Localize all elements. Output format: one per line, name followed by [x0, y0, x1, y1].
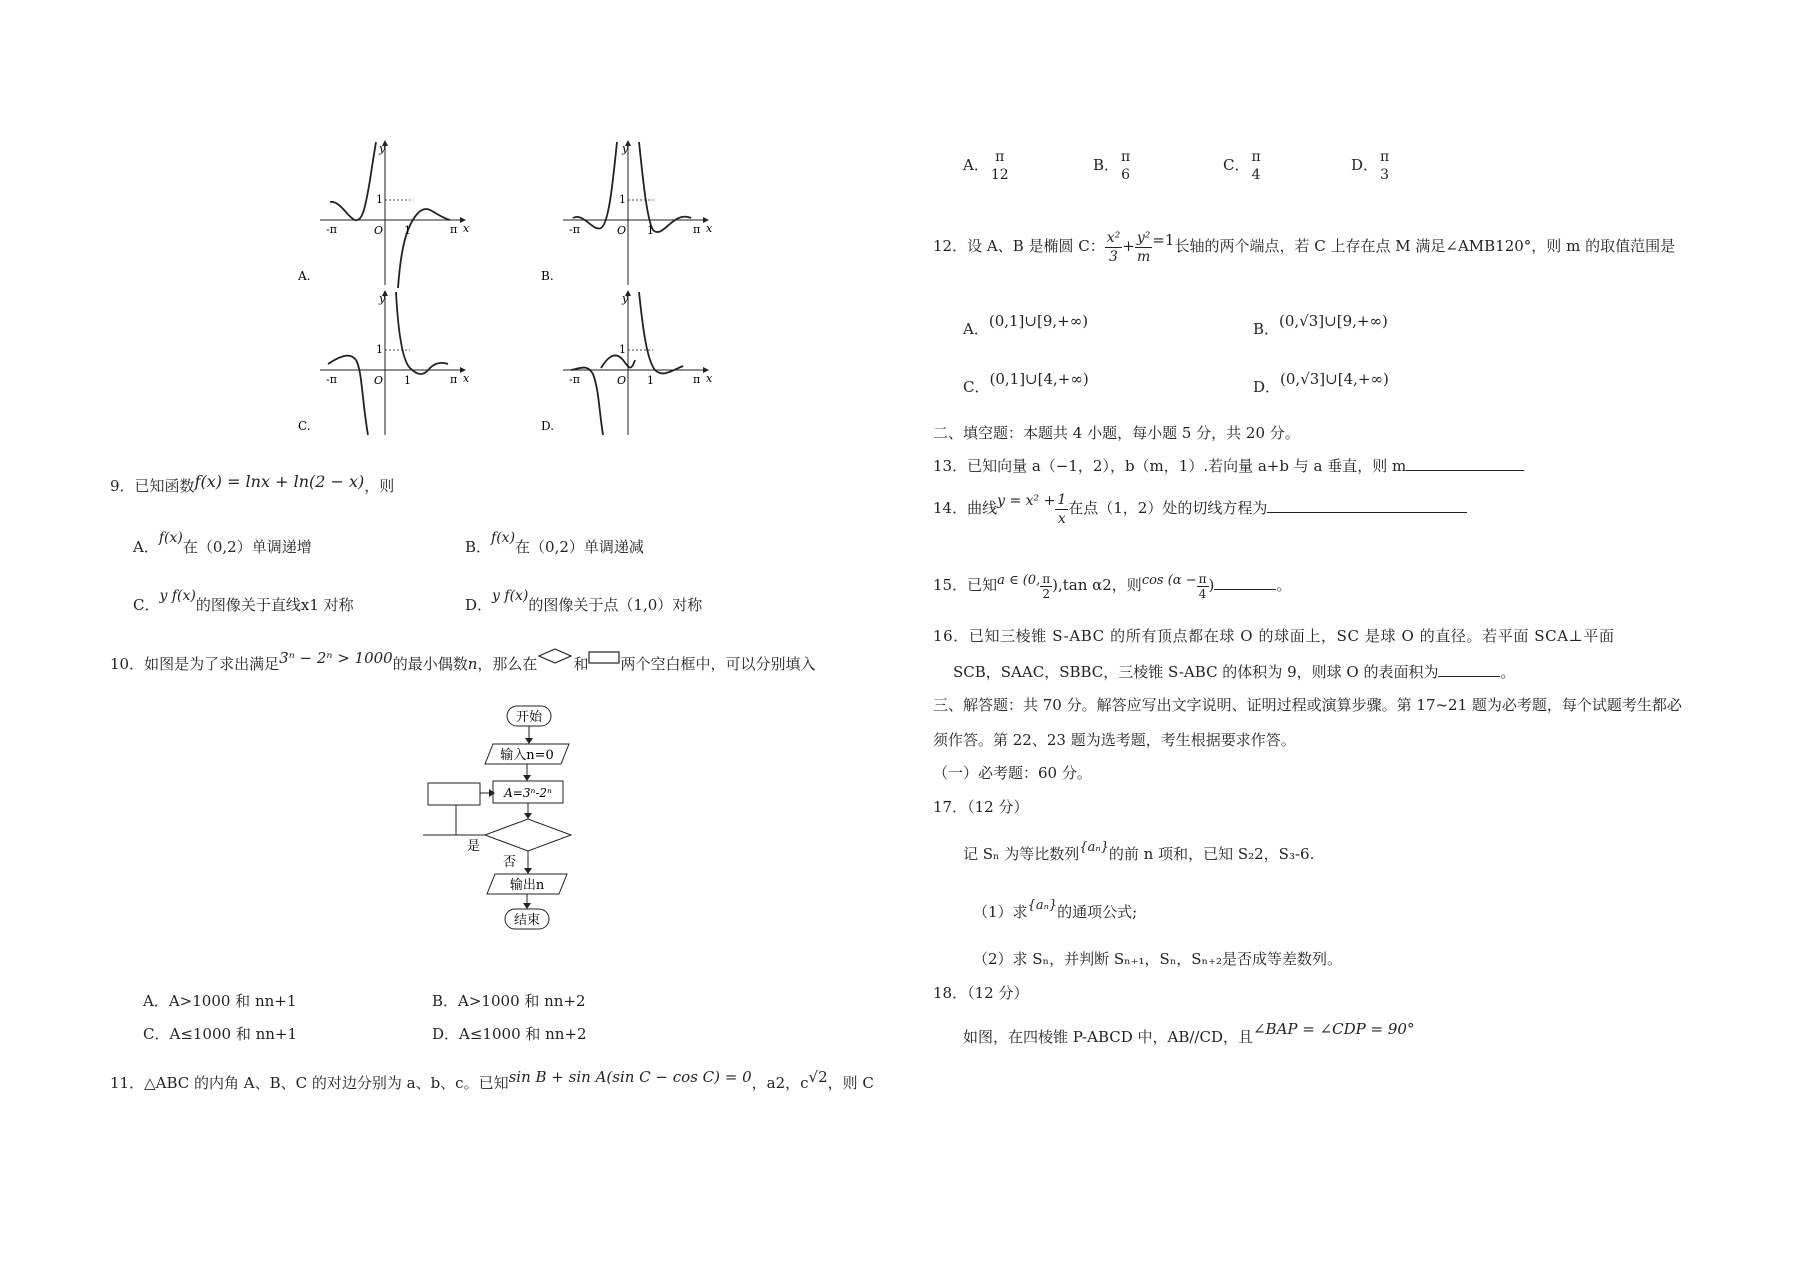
fraction-den: 12 [990, 167, 1009, 183]
option-fraction [989, 148, 1011, 184]
q11-end: ，则 C [827, 1074, 874, 1092]
q15-frac-pi4 [1197, 572, 1209, 601]
option-letter: D． [1253, 378, 1281, 396]
q10-text2: ，那么在 [477, 655, 538, 673]
tick-one: 1 [647, 224, 654, 237]
question-15 [933, 570, 1291, 601]
q15-close: ) [1208, 576, 1215, 594]
question-16-line-2 [953, 661, 1515, 682]
question-17-title: 17．（12 分） [933, 798, 1029, 816]
tick-one: 1 [404, 224, 411, 237]
q11-option-b [1093, 148, 1223, 184]
q17-text-b: 的前 n 项和，已知 S₂2，S₃-6. [1108, 845, 1315, 863]
q14-formula: y = x² + [997, 493, 1056, 509]
graph-c [298, 290, 470, 435]
flow-output-label: 输出n [509, 878, 545, 893]
option-letter: B． [1253, 320, 1280, 338]
q15-end: 。 [1276, 576, 1292, 594]
y-axis-label: y [622, 292, 629, 305]
option-letter: C． [143, 1025, 170, 1043]
graph-a [297, 140, 470, 288]
option-fraction [1119, 148, 1132, 184]
y-tick-one: 1 [376, 343, 383, 356]
function-curve [571, 292, 683, 435]
option-text: 在（0,2）单调递减 [515, 538, 644, 556]
function-curve [573, 142, 691, 232]
fraction-den: x [1057, 510, 1066, 527]
question-17-part-2: （2）求 Sₙ，并判断 Sₙ₊₁，Sₙ，Sₙ₊₂是否成等差数列。 [973, 950, 1343, 968]
q11-formula: sin B + sin A(sin C − cos C) = 0 [508, 1068, 752, 1086]
q9-option-a [133, 530, 312, 557]
y-axis-label: y [379, 142, 386, 155]
answer-blank[interactable] [1438, 662, 1500, 677]
q17-sequence: {aₙ} [1079, 840, 1109, 855]
option-letter: B． [465, 538, 492, 556]
q10-prefix: 10．如图是为了求出满足 [110, 655, 280, 673]
option-text: 在（0,2）单调递增 [182, 538, 312, 556]
q16-end: 。 [1500, 663, 1516, 681]
section-3-line-2: 须作答。第 22、23 题为选考题，考生根据要求作答。 [933, 731, 1296, 749]
fraction-num: π [1251, 149, 1261, 165]
q9-formula: f(x) = lnx + ln(2 − x) [194, 472, 365, 491]
fraction-num: 1 [1057, 491, 1067, 508]
flow-blank-box [428, 783, 480, 805]
question-10 [110, 647, 815, 674]
q17-sequence: {aₙ} [1027, 898, 1058, 913]
option-fraction [1378, 148, 1391, 184]
q10-formula: 3ⁿ − 2ⁿ > 1000 [279, 649, 393, 667]
q12-suffix: 长轴的两个端点，若 C 上存在点 M 满足∠AMB120°，则 m 的取值范围是 [1174, 237, 1676, 255]
option-letter: D． [432, 1025, 460, 1043]
question-12 [933, 228, 1675, 266]
option-text: 的图像关于点（1,0）对称 [528, 596, 703, 614]
fraction-num: π [1198, 571, 1207, 586]
y-axis-label: y [379, 292, 386, 305]
graph-option-label: D. [541, 419, 555, 433]
q10-suffix: 两个空白框中，可以分别填入 [620, 655, 816, 673]
q10-option-a [143, 990, 296, 1011]
option-letter: D． [465, 596, 493, 614]
fraction-den: 2 [1042, 586, 1050, 601]
fraction-den: m [1136, 248, 1151, 265]
tick-pi: π [450, 373, 458, 386]
q10-option-c [143, 1023, 297, 1044]
option-text: (0,1]∪[9,+∞) [988, 312, 1089, 330]
option-text: (0,√3]∪[4,+∞) [1280, 370, 1389, 388]
q12-frac-x [1105, 229, 1123, 266]
q9-suffix: ，则 [364, 477, 395, 495]
fraction-den: 4 [1251, 167, 1261, 183]
answer-blank[interactable] [1406, 456, 1524, 471]
option-formula: y f(x) [492, 588, 529, 604]
question-11 [110, 1068, 874, 1093]
graph-option-label: C. [298, 419, 311, 433]
fraction-num: π [1121, 149, 1131, 165]
section-3-line-1: 三、解答题：共 70 分。解答应写出文字说明、证明过程或演算步骤。第 17~21 题为必考题，每个试题考生都必 [933, 696, 1682, 714]
option-letter: A． [963, 156, 989, 174]
q12-option-a [963, 312, 1088, 339]
q11-sqrt: √2 [808, 1068, 828, 1086]
origin-label: O [374, 224, 384, 237]
fraction-num: π [1042, 571, 1051, 586]
option-letter: C． [1223, 156, 1250, 174]
q10-option-d [432, 1023, 587, 1044]
q11-text: 11．△ABC 的内角 A、B、C 的对边分别为 a、b、c。已知 [110, 1074, 509, 1092]
question-13 [933, 455, 1524, 476]
tick-pi: π [450, 223, 458, 236]
tick-neg-pi: -π [569, 373, 580, 386]
option-letter: B． [1093, 156, 1120, 174]
flowchart [425, 700, 605, 950]
question-18-title: 18．（12 分） [933, 984, 1029, 1002]
y-tick-one: 1 [619, 193, 626, 206]
tick-pi: π [693, 223, 701, 236]
q10-option-b [432, 990, 586, 1011]
q9-prefix: 9．已知函数 [110, 477, 195, 495]
option-formula: f(x) [491, 530, 516, 546]
diamond-shape-icon [537, 647, 573, 665]
option-text: A>1000 和 nn+2 [458, 992, 586, 1010]
graph-option-label: B. [541, 269, 554, 283]
answer-blank[interactable] [1267, 498, 1467, 513]
y-tick-one: 1 [619, 343, 626, 356]
q14-prefix: 14．曲线 [933, 499, 998, 517]
q12-eq: =1 [1152, 231, 1175, 249]
option-letter: A． [143, 992, 169, 1010]
q17-p1-b: 的通项公式; [1057, 903, 1138, 921]
function-curve [330, 142, 450, 288]
option-letter: C． [133, 596, 160, 614]
option-formula: f(x) [158, 530, 183, 546]
q12-option-d [1253, 370, 1389, 397]
fraction-num: π [1380, 149, 1390, 165]
option-text: A≤1000 和 nn+1 [169, 1025, 298, 1043]
q11-option-c [1223, 148, 1351, 184]
x-axis-label: x [463, 372, 470, 385]
q9-option-b [465, 530, 644, 557]
function-curve [328, 292, 448, 435]
q11-option-d [1351, 148, 1431, 184]
answer-blank[interactable] [1214, 575, 1276, 590]
q18-formula: ∠BAP = ∠CDP = 90° [1252, 1020, 1415, 1038]
option-fraction [1249, 148, 1262, 184]
q16-line2: SCB，SAAC，SBBC，三棱锥 S-ABC 的体积为 9，则球 O 的表面积为 [953, 663, 1439, 681]
fraction-den: 3 [1380, 167, 1390, 183]
q10-n: n [467, 655, 478, 673]
section-3-line-3: （一）必考题：60 分。 [933, 764, 1092, 782]
question-14 [933, 490, 1467, 528]
section-2-heading: 二、填空题：本题共 4 小题，每小题 5 分，共 20 分。 [933, 424, 1300, 442]
fraction-num: π [995, 149, 1005, 165]
q15-frac-pi2 [1040, 572, 1052, 601]
flow-assign-label: A=3ⁿ-2ⁿ [504, 786, 552, 800]
question-9 [110, 472, 394, 496]
q13-text: 13．已知向量 a（−1，2），b（m，1）.若向量 a+b 与 a 垂直，则 m [933, 457, 1407, 475]
q12-option-b [1253, 312, 1388, 339]
x-axis-label: x [706, 372, 713, 385]
question-17-part-1 [973, 898, 1137, 922]
fraction-den: 6 [1121, 167, 1131, 183]
q17-p1-a: （1）求 [973, 903, 1028, 921]
tick-neg-pi: -π [569, 223, 580, 236]
tick-pi: π [693, 373, 701, 386]
option-formula: y f(x) [159, 588, 196, 604]
flow-start-label: 开始 [515, 710, 543, 725]
y-axis-label: y [622, 142, 629, 155]
fraction-num: x² [1106, 229, 1121, 246]
q12-frac-y [1135, 229, 1153, 266]
x-axis-label: x [706, 222, 713, 235]
question-17-line-1 [963, 840, 1314, 864]
q11-options [963, 148, 1431, 184]
option-text: A≤1000 和 nn+2 [459, 1025, 587, 1043]
flow-no-label: 否 [503, 855, 517, 870]
option-letter: C． [963, 378, 990, 396]
tick-neg-pi: -π [326, 373, 337, 386]
option-text: A>1000 和 nn+1 [168, 992, 297, 1010]
q9-option-c [133, 588, 354, 615]
tick-neg-pi: -π [326, 223, 337, 236]
q10-middle: 的最小偶数 [392, 655, 468, 673]
q18-text: 如图，在四棱锥 P-ABCD 中，AB//CD，且 [963, 1028, 1253, 1046]
origin-label: O [374, 374, 384, 387]
flow-yes-label: 是 [467, 839, 481, 854]
option-letter: A． [133, 538, 159, 556]
q15-prefix: 15．已知 [933, 576, 998, 594]
q12-option-c [963, 370, 1089, 397]
function-graphs [300, 140, 740, 440]
q11-tail: ，a2，c [751, 1074, 809, 1092]
q14-frac [1055, 491, 1068, 528]
q10-and: 和 [573, 655, 589, 673]
option-text: (0,√3]∪[9,+∞) [1279, 312, 1388, 330]
fraction-den: 4 [1198, 586, 1207, 601]
q9-option-d [465, 588, 702, 615]
graph-d [541, 290, 713, 435]
tick-one: 1 [647, 374, 654, 387]
q15-cos: cos (α − [1141, 573, 1197, 588]
q11-option-a [963, 148, 1093, 184]
fraction-num: y² [1136, 229, 1151, 246]
q14-suffix: 在点（1，2）处的切线方程为 [1068, 499, 1268, 517]
y-tick-one: 1 [376, 193, 383, 206]
option-text: 的图像关于直线x1 对称 [195, 596, 354, 614]
graph-option-label: A. [298, 269, 311, 283]
option-letter: D． [1351, 156, 1379, 174]
rectangle-shape-icon [588, 651, 620, 665]
x-axis-label: x [463, 222, 470, 235]
flow-decision-diamond [485, 819, 571, 851]
question-16-line-1: 16．已知三棱锥 S-ABC 的所有顶点都在球 O 的球面上，SC 是球 O 的直径。若平面 SCA⊥平面 [933, 627, 1615, 645]
option-text: (0,1]∪[4,+∞) [989, 370, 1089, 388]
fraction-den: 3 [1109, 248, 1118, 265]
option-letter: B． [432, 992, 459, 1010]
q15-tan: ),tan α2，则 [1052, 576, 1142, 594]
q12-prefix: 12．设 A、B 是椭圆 C： [933, 237, 1105, 255]
graph-b [541, 140, 713, 285]
flow-end-label: 结束 [513, 913, 541, 928]
option-letter: A． [963, 320, 989, 338]
graphs-area [300, 140, 740, 440]
q15-a-in: a ∈ (0, [997, 573, 1041, 588]
q12-plus: + [1122, 237, 1135, 255]
q17-text-a: 记 Sₙ 为等比数列 [963, 845, 1080, 863]
question-18-line-1 [963, 1020, 1414, 1047]
origin-label: O [617, 224, 627, 237]
tick-one: 1 [404, 374, 411, 387]
origin-label: O [617, 374, 627, 387]
flow-input-label: 输入n=0 [500, 748, 554, 763]
